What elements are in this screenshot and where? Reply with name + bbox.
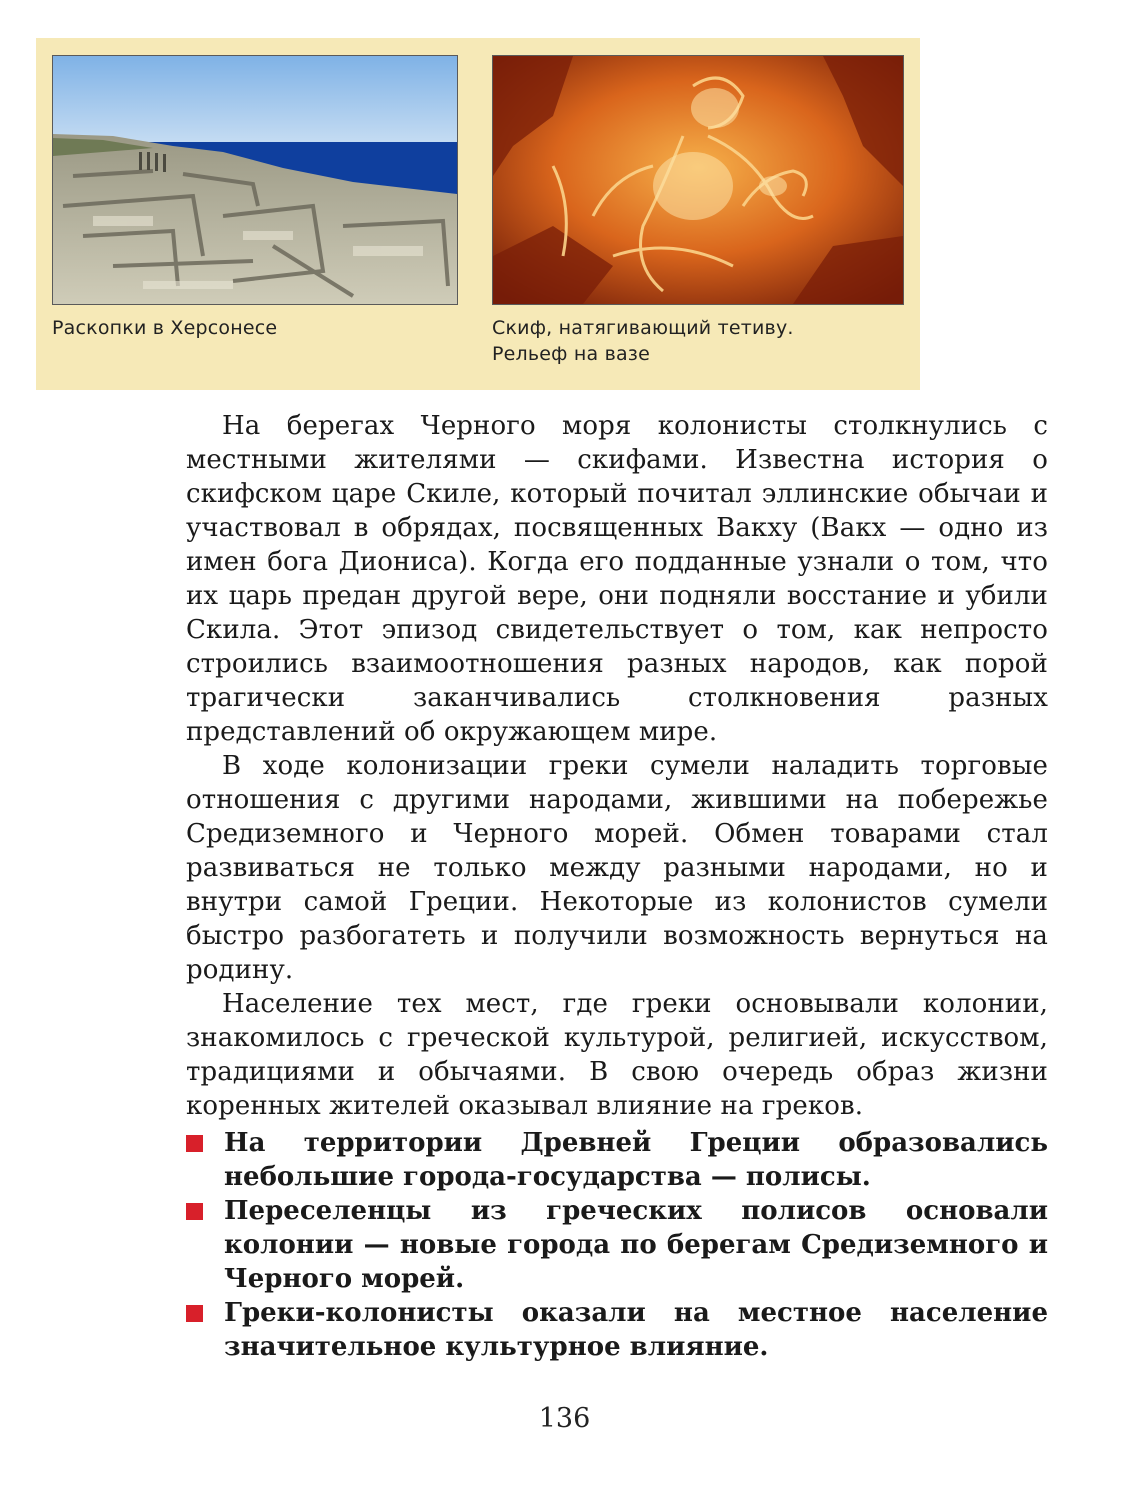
red-square-bullet-icon bbox=[186, 1135, 203, 1152]
figure-chersonesos bbox=[52, 55, 456, 341]
red-square-bullet-icon bbox=[186, 1305, 203, 1322]
figure-scythian bbox=[492, 55, 902, 367]
paragraph: На берегах Черного моря колонисты столкнулись с местными жителями — скифами. Известна история о скифском царе Скиле, который почитал эллинские обычаи и участвовал в обрядах, посвященных Вакху (Вакх — одно из имен бога Диониса). Когда его подданные узнали о том, что их царь предан другой вере, они подняли восстание и убили Скила. Этот эпизод свидетельствует о том, как непросто строились взаимоотношения разных народов, как порой трагически заканчивались столкновения разных представлений об окружающем мире. bbox=[186, 411, 1048, 747]
scythian-relief-photo bbox=[492, 55, 904, 305]
summary-item-text: На территории Древней Греции образовались небольшие города-государства — полисы. bbox=[224, 1128, 1048, 1192]
summary-item bbox=[186, 1194, 1048, 1296]
summary-item-text: Греки-колонисты оказали на местное население значительное культурное влияние. bbox=[224, 1298, 1048, 1362]
summary-item bbox=[186, 1126, 1048, 1194]
figure-caption-right-line2: Рельеф на вазе bbox=[492, 343, 651, 365]
body-text bbox=[186, 409, 1048, 1123]
summary-list bbox=[186, 1126, 1048, 1364]
figure-caption-right-line1: Скиф, натягивающий тетиву. bbox=[492, 317, 794, 339]
figure-caption-left: Раскопки в Херсонесе bbox=[52, 317, 278, 339]
paragraph: Население тех мест, где греки основывали колонии, знакомилось с греческой культурой, религией, искусством, традициями и обычаями. В свою очередь образ жизни коренных жителей оказывал влияние на греков. bbox=[186, 989, 1048, 1121]
red-square-bullet-icon bbox=[186, 1203, 203, 1220]
summary-item-text: Переселенцы из греческих полисов основали колонии — новые города по берегам Средиземного и Черного морей. bbox=[224, 1196, 1048, 1294]
page-number: 136 bbox=[538, 1403, 591, 1434]
figure-panel bbox=[36, 38, 920, 390]
figure-caption-right bbox=[492, 315, 902, 367]
paragraph: В ходе колонизации греки сумели наладить торговые отношения с другими народами, жившими на побережье Средиземного и Черного морей. Обмен товарами стал развиваться не только между разными народами, но и внутри самой Греции. Некоторые из колонистов сумели быстро разбогатеть и получили возможность вернуться на родину. bbox=[186, 751, 1048, 985]
summary-item bbox=[186, 1296, 1048, 1364]
chersonesos-excavation-photo bbox=[52, 55, 458, 305]
